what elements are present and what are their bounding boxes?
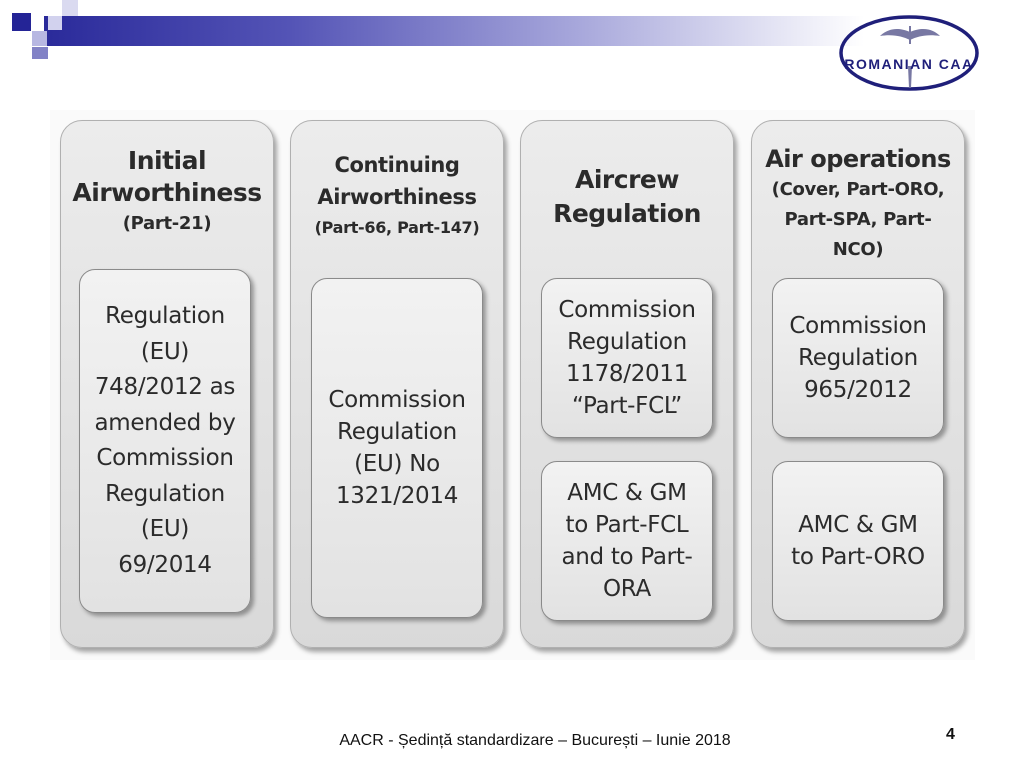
column-aircrew-regulation	[520, 120, 734, 648]
box-line: 1178/2011	[565, 361, 689, 387]
box-line: amended by	[94, 409, 236, 436]
box-line: Regulation	[337, 419, 457, 445]
title-line: (Part-21)	[122, 213, 212, 234]
box-line: (EU) No	[354, 451, 440, 477]
decor-square	[32, 31, 47, 46]
regulation-diagram	[50, 110, 975, 660]
regulation-box	[772, 278, 944, 438]
box-line: to Part-ORO	[791, 544, 925, 570]
footer-text: AACR - Ședință standardizare – București – Iunie 2018	[339, 732, 731, 749]
title-line: Regulation	[553, 199, 701, 228]
box-line: AMC & GM	[798, 512, 918, 538]
box-line: ORA	[603, 576, 651, 602]
decor-square	[12, 13, 31, 31]
box-line: Regulation	[105, 303, 225, 329]
title-line: Air operations	[765, 145, 951, 173]
column-initial-airworthiness	[60, 120, 274, 648]
title-line: Airworthiness	[317, 185, 477, 209]
title-line: Aircrew	[575, 165, 679, 194]
box-line: AMC & GM	[567, 480, 687, 506]
box-line: Commission	[789, 313, 927, 339]
decor-square	[32, 47, 48, 59]
column-air-operations	[751, 120, 965, 648]
regulation-box	[541, 278, 713, 438]
decor-square	[48, 16, 62, 30]
box-line: “Part-FCL”	[572, 393, 682, 419]
title-line: Airworthiness	[72, 178, 262, 207]
header-gradient-bar	[44, 16, 864, 46]
box-line: Regulation	[567, 329, 687, 355]
box-line: (EU)	[140, 338, 190, 365]
title-line: Continuing	[334, 153, 460, 177]
decor-square	[62, 0, 78, 16]
box-line: 1321/2014	[335, 483, 459, 509]
box-line: to Part-FCL	[565, 512, 689, 538]
title-line: Part-SPA, Part-	[784, 209, 932, 230]
column-title	[752, 143, 964, 265]
column-title	[521, 163, 733, 231]
logo-text: ROMANIAN CAA	[844, 56, 974, 72]
box-line: Commission	[558, 297, 696, 323]
box-line: 965/2012	[804, 377, 912, 403]
page-number: 4	[946, 726, 955, 743]
box-line: and to Part-	[561, 544, 693, 570]
amc-gm-box	[541, 461, 713, 621]
box-line: Commission	[328, 387, 466, 413]
title-line: Initial	[127, 146, 207, 175]
logo-emblem-icon	[836, 10, 982, 98]
regulation-box	[311, 278, 483, 618]
box-line: Commission	[96, 445, 234, 471]
box-line: Regulation	[105, 480, 225, 507]
column-title	[291, 149, 503, 242]
title-line: NCO)	[832, 239, 884, 260]
regulation-box	[79, 269, 251, 613]
title-line: (Part-66, Part-147)	[314, 218, 480, 237]
box-line: Regulation	[798, 345, 918, 371]
amc-gm-box	[772, 461, 944, 621]
romanian-caa-logo	[836, 10, 982, 98]
title-line: (Cover, Part-ORO,	[771, 179, 945, 200]
box-line: 69/2014	[118, 551, 212, 578]
column-title	[61, 145, 273, 239]
box-line: 748/2012 as	[94, 374, 236, 400]
column-continuing-airworthiness	[290, 120, 504, 648]
box-line: (EU)	[140, 516, 190, 542]
